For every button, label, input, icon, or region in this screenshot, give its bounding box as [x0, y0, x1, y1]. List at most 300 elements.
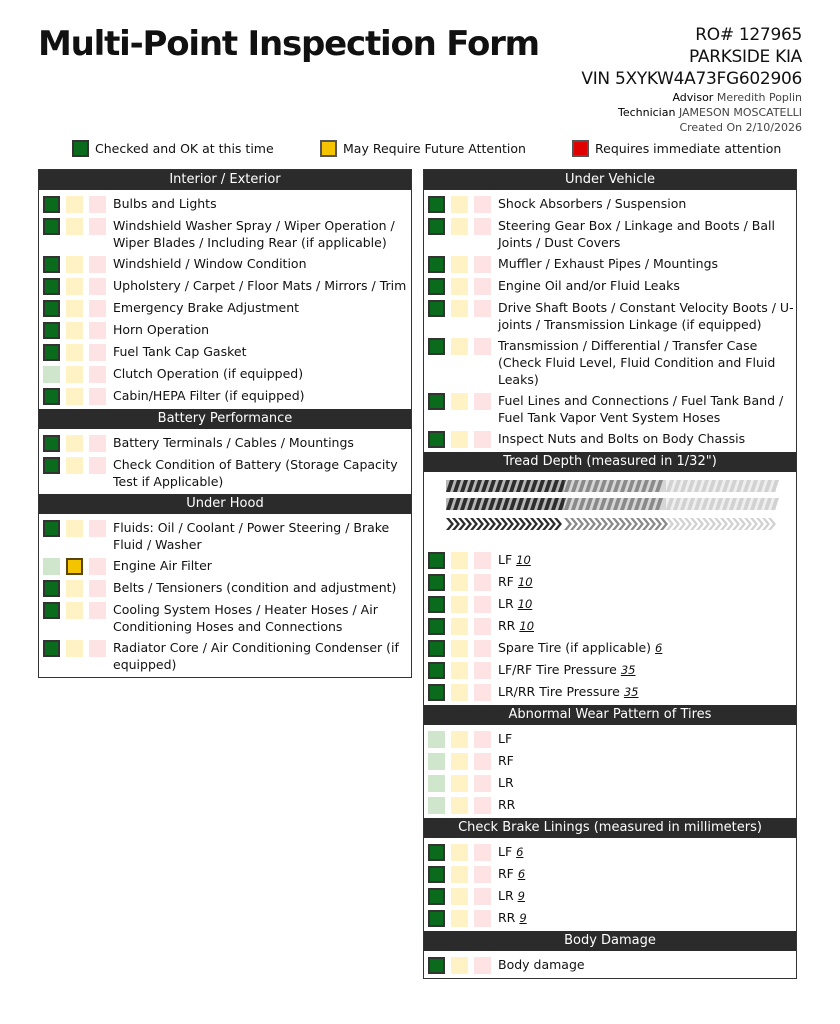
status-immediate-box[interactable] — [474, 844, 491, 861]
item-label — [497, 661, 635, 679]
checklist-row — [39, 517, 411, 555]
checklist-row — [39, 275, 411, 297]
status-ok-box[interactable] — [43, 218, 60, 235]
item-text: Steering Gear Box / Linkage and Boots / Ball Joints / Dust Covers — [498, 218, 775, 250]
item-text: Windshield / Window Condition — [113, 256, 307, 271]
item-label — [497, 683, 638, 701]
status-boxes — [428, 617, 497, 635]
item-label — [112, 579, 396, 596]
status-immediate-box[interactable] — [89, 520, 106, 537]
item-label — [497, 217, 796, 251]
section-header-tread: Tread Depth (measured in 1/32") — [424, 452, 796, 472]
advisor-name: Meredith Poplin — [716, 91, 802, 104]
item-text: Inspect Nuts and Bolts on Body Chassis — [498, 431, 746, 446]
vin-label: VIN — [581, 69, 610, 89]
status-future-box[interactable] — [451, 300, 468, 317]
status-ok-box[interactable] — [43, 435, 60, 452]
item-label — [112, 217, 411, 251]
status-ok-box[interactable] — [43, 580, 60, 597]
item-text: RR — [498, 910, 516, 925]
item-text: Upholstery / Carpet / Floor Mats / Mirrors / Trim — [113, 278, 407, 293]
status-future-box[interactable] — [66, 435, 83, 452]
checklist-row — [39, 637, 411, 675]
checklist-row — [424, 659, 796, 681]
item-text: Drive Shaft Boots / Constant Velocity Boots / U-joints / Transmission Linkage (if equipped) — [498, 300, 794, 332]
status-future-box[interactable] — [66, 256, 83, 273]
item-text: Bulbs and Lights — [113, 196, 217, 211]
status-ok-box[interactable] — [428, 910, 445, 927]
measurement-value: 35 — [623, 685, 639, 699]
status-ok-box[interactable] — [428, 753, 445, 770]
section-tread — [424, 546, 796, 705]
status-immediate-box[interactable] — [89, 278, 106, 295]
item-label — [112, 557, 212, 574]
item-text: LR — [498, 775, 514, 790]
checklist-row — [424, 275, 796, 297]
status-immediate-box[interactable] — [474, 278, 491, 295]
status-future-box[interactable] — [451, 662, 468, 679]
status-boxes — [428, 195, 497, 213]
status-future-box[interactable] — [66, 278, 83, 295]
item-label — [497, 639, 662, 657]
section-body — [424, 951, 796, 978]
item-text: Check Condition of Battery (Storage Capacity Test if Applicable) — [113, 457, 398, 489]
status-ok-box[interactable] — [43, 256, 60, 273]
item-text: Belts / Tensioners (condition and adjustment) — [113, 580, 397, 595]
status-immediate-box[interactable] — [89, 196, 106, 213]
status-boxes — [43, 299, 112, 317]
status-immediate-box[interactable] — [89, 300, 106, 317]
checklist-row — [424, 794, 796, 816]
item-label — [497, 865, 525, 883]
status-future-box[interactable] — [66, 300, 83, 317]
ro-number: RO# 127965 — [695, 25, 802, 45]
status-immediate-box[interactable] — [89, 366, 106, 383]
vin-line — [581, 68, 802, 90]
status-boxes — [428, 392, 497, 410]
status-ok-box[interactable] — [428, 662, 445, 679]
status-immediate-box[interactable] — [474, 574, 491, 591]
status-future-box[interactable] — [451, 753, 468, 770]
status-ok-box[interactable] — [428, 338, 445, 355]
status-immediate-box[interactable] — [474, 731, 491, 748]
checklist-row — [424, 728, 796, 750]
status-future-box[interactable] — [66, 580, 83, 597]
status-ok-box[interactable] — [43, 457, 60, 474]
item-text: Horn Operation — [113, 322, 210, 337]
legend-immediate-swatch — [572, 140, 589, 157]
status-immediate-box[interactable] — [474, 684, 491, 701]
item-label — [112, 255, 307, 272]
status-ok-box[interactable] — [428, 393, 445, 410]
status-ok-box[interactable] — [428, 278, 445, 295]
status-ok-box[interactable] — [43, 300, 60, 317]
checklist-row — [424, 750, 796, 772]
item-label — [497, 730, 512, 747]
legend-immediate-label: Requires immediate attention — [595, 141, 782, 156]
item-text: RR — [498, 618, 516, 633]
status-immediate-box[interactable] — [474, 431, 491, 448]
status-immediate-box[interactable] — [474, 618, 491, 635]
status-future-box[interactable] — [451, 640, 468, 657]
status-future-box[interactable] — [66, 196, 83, 213]
vin-value: 5XYKW4A73FG602906 — [614, 69, 802, 89]
status-ok-box[interactable] — [43, 640, 60, 657]
status-future-box[interactable] — [451, 684, 468, 701]
measurement-value: 10 — [516, 553, 531, 567]
status-future-box[interactable] — [66, 344, 83, 361]
section-abnormal — [424, 725, 796, 818]
status-future-box[interactable] — [66, 520, 83, 537]
status-future-box[interactable] — [66, 457, 83, 474]
measurement-value: 6 — [655, 641, 663, 655]
item-label — [112, 456, 411, 490]
status-boxes — [428, 909, 497, 927]
status-future-box[interactable] — [451, 393, 468, 410]
measurement-value: 10 — [519, 619, 535, 633]
status-future-box[interactable] — [66, 366, 83, 383]
checklist-row — [39, 577, 411, 599]
item-label — [497, 956, 585, 973]
status-future-box[interactable] — [66, 388, 83, 405]
status-ok-box[interactable] — [43, 388, 60, 405]
status-immediate-box[interactable] — [474, 888, 491, 905]
status-ok-box[interactable] — [428, 888, 445, 905]
left-column — [38, 169, 412, 678]
status-ok-box[interactable] — [428, 684, 445, 701]
status-boxes — [428, 796, 497, 814]
item-text: Muffler / Exhaust Pipes / Mountings — [498, 256, 719, 271]
right-column — [423, 169, 797, 979]
status-immediate-box[interactable] — [89, 457, 106, 474]
section-header-battery: Battery Performance — [39, 409, 411, 429]
status-future-box[interactable] — [66, 558, 83, 575]
section-header-under-hood: Under Hood — [39, 494, 411, 514]
legend-immediate — [572, 140, 781, 157]
status-ok-box[interactable] — [428, 300, 445, 317]
status-boxes — [428, 255, 497, 273]
status-future-box[interactable] — [451, 574, 468, 591]
status-future-box[interactable] — [451, 797, 468, 814]
status-ok-box[interactable] — [428, 196, 445, 213]
status-ok-box[interactable] — [428, 797, 445, 814]
item-label — [497, 277, 680, 294]
item-text: LR/RR Tire Pressure — [498, 684, 620, 699]
status-ok-box[interactable] — [428, 731, 445, 748]
status-future-box[interactable] — [66, 218, 83, 235]
item-text: LF — [498, 844, 513, 859]
checklist-row — [39, 193, 411, 215]
technician-label: Technician — [617, 106, 676, 119]
status-future-box[interactable] — [451, 910, 468, 927]
item-text: Body damage — [498, 957, 585, 972]
technician-name: JAMESON MOSCATELLI — [678, 106, 802, 119]
checklist-row — [39, 341, 411, 363]
item-text: Fluids: Oil / Coolant / Power Steering / Brake Fluid / Washer — [113, 520, 390, 552]
checklist-row — [424, 615, 796, 637]
item-text: LF — [498, 552, 513, 567]
status-future-box[interactable] — [451, 775, 468, 792]
status-boxes — [428, 595, 497, 613]
status-boxes — [43, 519, 112, 537]
item-text: Emergency Brake Adjustment — [113, 300, 300, 315]
status-immediate-box[interactable] — [474, 393, 491, 410]
section-brakes — [424, 838, 796, 931]
item-text: Shock Absorbers / Suspension — [498, 196, 687, 211]
status-ok-box[interactable] — [43, 196, 60, 213]
status-boxes — [428, 337, 497, 355]
status-ok-box[interactable] — [428, 640, 445, 657]
item-text: LF — [498, 731, 513, 746]
measurement-value: 10 — [517, 575, 533, 589]
section-header-interior: Interior / Exterior — [39, 170, 411, 190]
checklist-row — [39, 599, 411, 637]
status-future-box[interactable] — [451, 196, 468, 213]
item-label — [497, 887, 525, 905]
item-label — [497, 595, 532, 613]
item-label — [497, 551, 531, 569]
status-immediate-box[interactable] — [474, 338, 491, 355]
status-immediate-box[interactable] — [474, 640, 491, 657]
status-ok-box[interactable] — [428, 618, 445, 635]
measurement-value: 6 — [516, 845, 524, 859]
checklist-row — [424, 571, 796, 593]
status-future-box[interactable] — [451, 338, 468, 355]
status-immediate-box[interactable] — [89, 602, 106, 619]
status-future-box[interactable] — [451, 278, 468, 295]
status-boxes — [43, 277, 112, 295]
checklist-row — [424, 193, 796, 215]
section-header-under-vehicle: Under Vehicle — [424, 170, 796, 190]
status-ok-box[interactable] — [43, 520, 60, 537]
checklist-row — [424, 428, 796, 450]
measurement-value: 9 — [519, 911, 527, 925]
status-ok-box[interactable] — [43, 366, 60, 383]
checklist-row — [39, 555, 411, 577]
measurement-value: 10 — [517, 597, 533, 611]
section-under-vehicle — [424, 190, 796, 452]
status-immediate-box[interactable] — [474, 753, 491, 770]
status-immediate-box[interactable] — [474, 662, 491, 679]
status-ok-box[interactable] — [428, 596, 445, 613]
legend-future-label: May Require Future Attention — [343, 141, 526, 156]
status-boxes — [428, 752, 497, 770]
status-future-box[interactable] — [451, 866, 468, 883]
checklist-row — [39, 432, 411, 454]
status-future-box[interactable] — [451, 618, 468, 635]
item-label — [112, 387, 305, 404]
status-boxes — [43, 217, 112, 235]
status-immediate-box[interactable] — [474, 596, 491, 613]
status-ok-box[interactable] — [428, 552, 445, 569]
order-info — [581, 24, 802, 135]
technician-line — [581, 105, 802, 120]
item-text: Battery Terminals / Cables / Mountings — [113, 435, 354, 450]
status-boxes — [43, 557, 112, 575]
item-text: LR — [498, 888, 514, 903]
status-ok-box[interactable] — [43, 558, 60, 575]
measurement-value: 9 — [517, 889, 525, 903]
checklist-row — [424, 335, 796, 390]
checklist-row — [424, 549, 796, 571]
item-label — [497, 392, 796, 426]
status-boxes — [428, 683, 497, 701]
status-immediate-box[interactable] — [89, 558, 106, 575]
item-label — [497, 796, 515, 813]
advisor-label: Advisor — [672, 91, 714, 104]
status-boxes — [43, 387, 112, 405]
legend-future-swatch — [320, 140, 337, 157]
section-battery — [39, 429, 411, 494]
checklist-row — [39, 297, 411, 319]
status-boxes — [428, 661, 497, 679]
item-text: Engine Oil and/or Fluid Leaks — [498, 278, 680, 293]
tire-tread-icon — [424, 472, 796, 546]
status-ok-box[interactable] — [428, 866, 445, 883]
status-future-box[interactable] — [451, 552, 468, 569]
item-label — [112, 601, 411, 635]
status-immediate-box[interactable] — [474, 797, 491, 814]
status-ok-box[interactable] — [428, 218, 445, 235]
checklist-row — [424, 253, 796, 275]
status-future-box[interactable] — [451, 596, 468, 613]
status-immediate-box[interactable] — [89, 218, 106, 235]
status-future-box[interactable] — [66, 640, 83, 657]
legend-future — [320, 140, 526, 157]
status-boxes — [43, 343, 112, 361]
checklist-row — [424, 593, 796, 615]
checklist-row — [39, 319, 411, 341]
status-ok-box[interactable] — [428, 844, 445, 861]
status-boxes — [43, 365, 112, 383]
checklist-row — [39, 385, 411, 407]
checklist-row — [424, 390, 796, 428]
status-immediate-box[interactable] — [474, 957, 491, 974]
item-label — [497, 752, 514, 769]
status-future-box[interactable] — [451, 218, 468, 235]
status-immediate-box[interactable] — [474, 196, 491, 213]
status-immediate-box[interactable] — [474, 552, 491, 569]
status-ok-box[interactable] — [43, 344, 60, 361]
status-future-box[interactable] — [451, 957, 468, 974]
item-text: Clutch Operation (if equipped) — [113, 366, 304, 381]
status-future-box[interactable] — [451, 888, 468, 905]
status-ok-box[interactable] — [428, 775, 445, 792]
item-label — [112, 299, 299, 316]
item-text: RF — [498, 753, 514, 768]
status-immediate-box[interactable] — [474, 256, 491, 273]
status-immediate-box[interactable] — [89, 640, 106, 657]
checklist-row — [424, 772, 796, 794]
section-header-brakes: Check Brake Linings (measured in millimeters) — [424, 818, 796, 838]
item-text: Cabin/HEPA Filter (if equipped) — [113, 388, 305, 403]
tread-depth-graphic — [424, 472, 796, 546]
item-text: Spare Tire (if applicable) — [498, 640, 652, 655]
item-text: Radiator Core / Air Conditioning Condenser (if equipped) — [113, 640, 399, 672]
advisor-line — [581, 90, 802, 105]
checklist-row — [39, 454, 411, 492]
status-boxes — [43, 456, 112, 474]
item-label — [497, 617, 534, 635]
status-future-box[interactable] — [451, 431, 468, 448]
status-boxes — [43, 579, 112, 597]
item-text: Cooling System Hoses / Heater Hoses / Air Conditioning Hoses and Connections — [113, 602, 378, 634]
status-boxes — [428, 887, 497, 905]
status-ok-box[interactable] — [428, 431, 445, 448]
status-immediate-box[interactable] — [89, 322, 106, 339]
item-label — [112, 321, 209, 338]
item-label — [112, 639, 411, 673]
status-boxes — [428, 430, 497, 448]
item-label — [112, 519, 411, 553]
item-label — [497, 573, 533, 591]
status-immediate-box[interactable] — [89, 388, 106, 405]
status-ok-box[interactable] — [428, 957, 445, 974]
status-immediate-box[interactable] — [89, 435, 106, 452]
status-ok-box[interactable] — [428, 256, 445, 273]
status-boxes — [428, 639, 497, 657]
item-label — [497, 430, 745, 447]
checklist-row — [424, 681, 796, 703]
status-boxes — [428, 277, 497, 295]
section-interior — [39, 190, 411, 409]
status-immediate-box[interactable] — [474, 218, 491, 235]
status-future-box[interactable] — [451, 844, 468, 861]
legend-ok-swatch — [72, 140, 89, 157]
status-future-box[interactable] — [451, 731, 468, 748]
status-ok-box[interactable] — [43, 322, 60, 339]
item-label — [497, 774, 514, 791]
item-text: Fuel Tank Cap Gasket — [113, 344, 247, 359]
status-immediate-box[interactable] — [474, 866, 491, 883]
status-future-box[interactable] — [66, 602, 83, 619]
status-ok-box[interactable] — [428, 574, 445, 591]
status-boxes — [43, 434, 112, 452]
item-label — [497, 337, 796, 388]
created-date: Created On 2/10/2026 — [679, 121, 802, 134]
legend-ok-label: Checked and OK at this time — [95, 141, 274, 156]
status-future-box[interactable] — [451, 256, 468, 273]
status-boxes — [428, 865, 497, 883]
status-immediate-box[interactable] — [474, 910, 491, 927]
status-boxes — [428, 774, 497, 792]
status-boxes — [43, 601, 112, 619]
status-immediate-box[interactable] — [474, 300, 491, 317]
item-label — [497, 255, 718, 272]
item-label — [497, 843, 523, 861]
item-label — [497, 909, 527, 927]
section-header-body: Body Damage — [424, 931, 796, 951]
status-ok-box[interactable] — [43, 278, 60, 295]
status-boxes — [428, 551, 497, 569]
status-immediate-box[interactable] — [89, 256, 106, 273]
status-future-box[interactable] — [66, 322, 83, 339]
item-text: RR — [498, 797, 516, 812]
section-under-hood — [39, 514, 411, 677]
status-boxes — [43, 321, 112, 339]
status-boxes — [43, 639, 112, 657]
status-boxes — [428, 573, 497, 591]
item-text: Fuel Lines and Connections / Fuel Tank Band / Fuel Tank Vapor Vent System Hoses — [498, 393, 784, 425]
status-immediate-box[interactable] — [89, 344, 106, 361]
status-ok-box[interactable] — [43, 602, 60, 619]
status-immediate-box[interactable] — [474, 775, 491, 792]
status-boxes — [428, 299, 497, 317]
checklist-row — [424, 863, 796, 885]
item-text: Windshield Washer Spray / Wiper Operation / Wiper Blades / Including Rear (if applicable) — [113, 218, 395, 250]
item-label — [112, 277, 406, 294]
status-immediate-box[interactable] — [89, 580, 106, 597]
